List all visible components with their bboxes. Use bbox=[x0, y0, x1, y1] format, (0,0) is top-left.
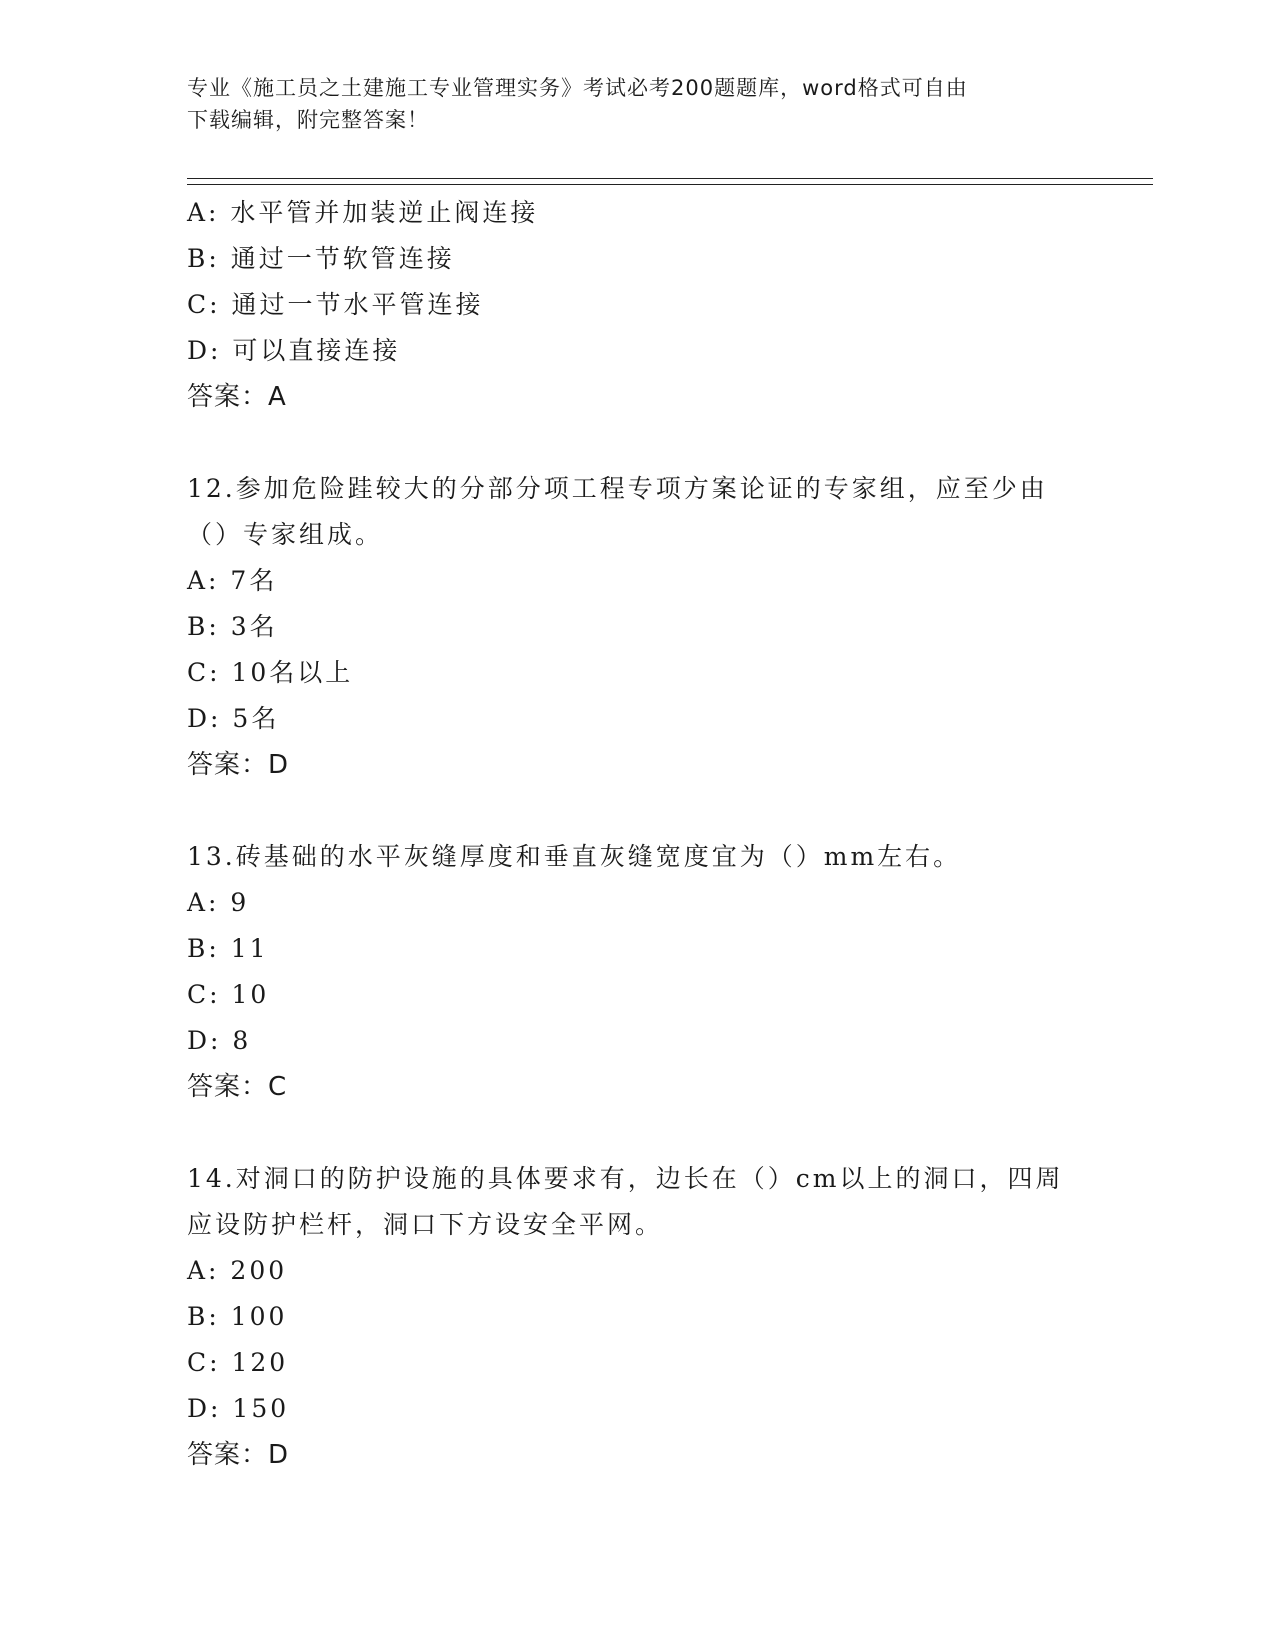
option-c: C: 通过一节水平管连接 bbox=[187, 290, 484, 319]
question-text: 13.砖基础的水平灰缝厚度和垂直灰缝宽度宜为（）mm左右。 bbox=[187, 842, 962, 871]
header-divider-top bbox=[187, 178, 1153, 179]
option-c: C: 120 bbox=[187, 1348, 289, 1377]
spacer bbox=[187, 420, 1087, 466]
option-b: B: 3名 bbox=[187, 612, 278, 641]
question-13 bbox=[187, 834, 1087, 1110]
option-c: C: 10 bbox=[187, 980, 270, 1009]
question-11 bbox=[187, 190, 1087, 420]
header-line-1: 专业《施工员之土建施工专业管理实务》考试必考200题题库，word格式可自由 bbox=[187, 76, 968, 100]
option-d: D: 5名 bbox=[187, 704, 280, 733]
answer: 答案：C bbox=[187, 1072, 288, 1102]
spacer bbox=[187, 788, 1087, 834]
option-b: B: 通过一节软管连接 bbox=[187, 244, 455, 273]
question-12 bbox=[187, 466, 1087, 788]
option-b: B: 100 bbox=[187, 1302, 288, 1331]
option-d: D: 8 bbox=[187, 1026, 252, 1055]
answer: 答案：A bbox=[187, 382, 287, 412]
option-b: B: 11 bbox=[187, 934, 269, 963]
option-a: A: 水平管并加装逆止阀连接 bbox=[187, 198, 539, 227]
question-text: 14.对洞口的防护设施的具体要求有，边长在（）cm以上的洞口，四周应设防护栏杆，洞口下方设安全平网。 bbox=[187, 1164, 1064, 1239]
option-c: C: 10名以上 bbox=[187, 658, 354, 687]
option-a: A: 200 bbox=[187, 1256, 288, 1285]
document-header bbox=[187, 72, 1077, 136]
question-list bbox=[187, 190, 1087, 1478]
spacer bbox=[187, 1110, 1087, 1156]
answer: 答案：D bbox=[187, 1440, 290, 1470]
option-d: D: 可以直接连接 bbox=[187, 336, 401, 365]
header-line-2: 下载编辑，附完整答案！ bbox=[187, 108, 429, 132]
option-a: A: 9 bbox=[187, 888, 250, 917]
question-text: 12.参加危险跬较大的分部分项工程专项方案论证的专家组，应至少由（）专家组成。 bbox=[187, 474, 1048, 549]
option-d: D: 150 bbox=[187, 1394, 290, 1423]
answer: 答案：D bbox=[187, 750, 290, 780]
option-a: A: 7名 bbox=[187, 566, 278, 595]
header-divider-bottom bbox=[187, 184, 1153, 185]
question-14 bbox=[187, 1156, 1087, 1478]
